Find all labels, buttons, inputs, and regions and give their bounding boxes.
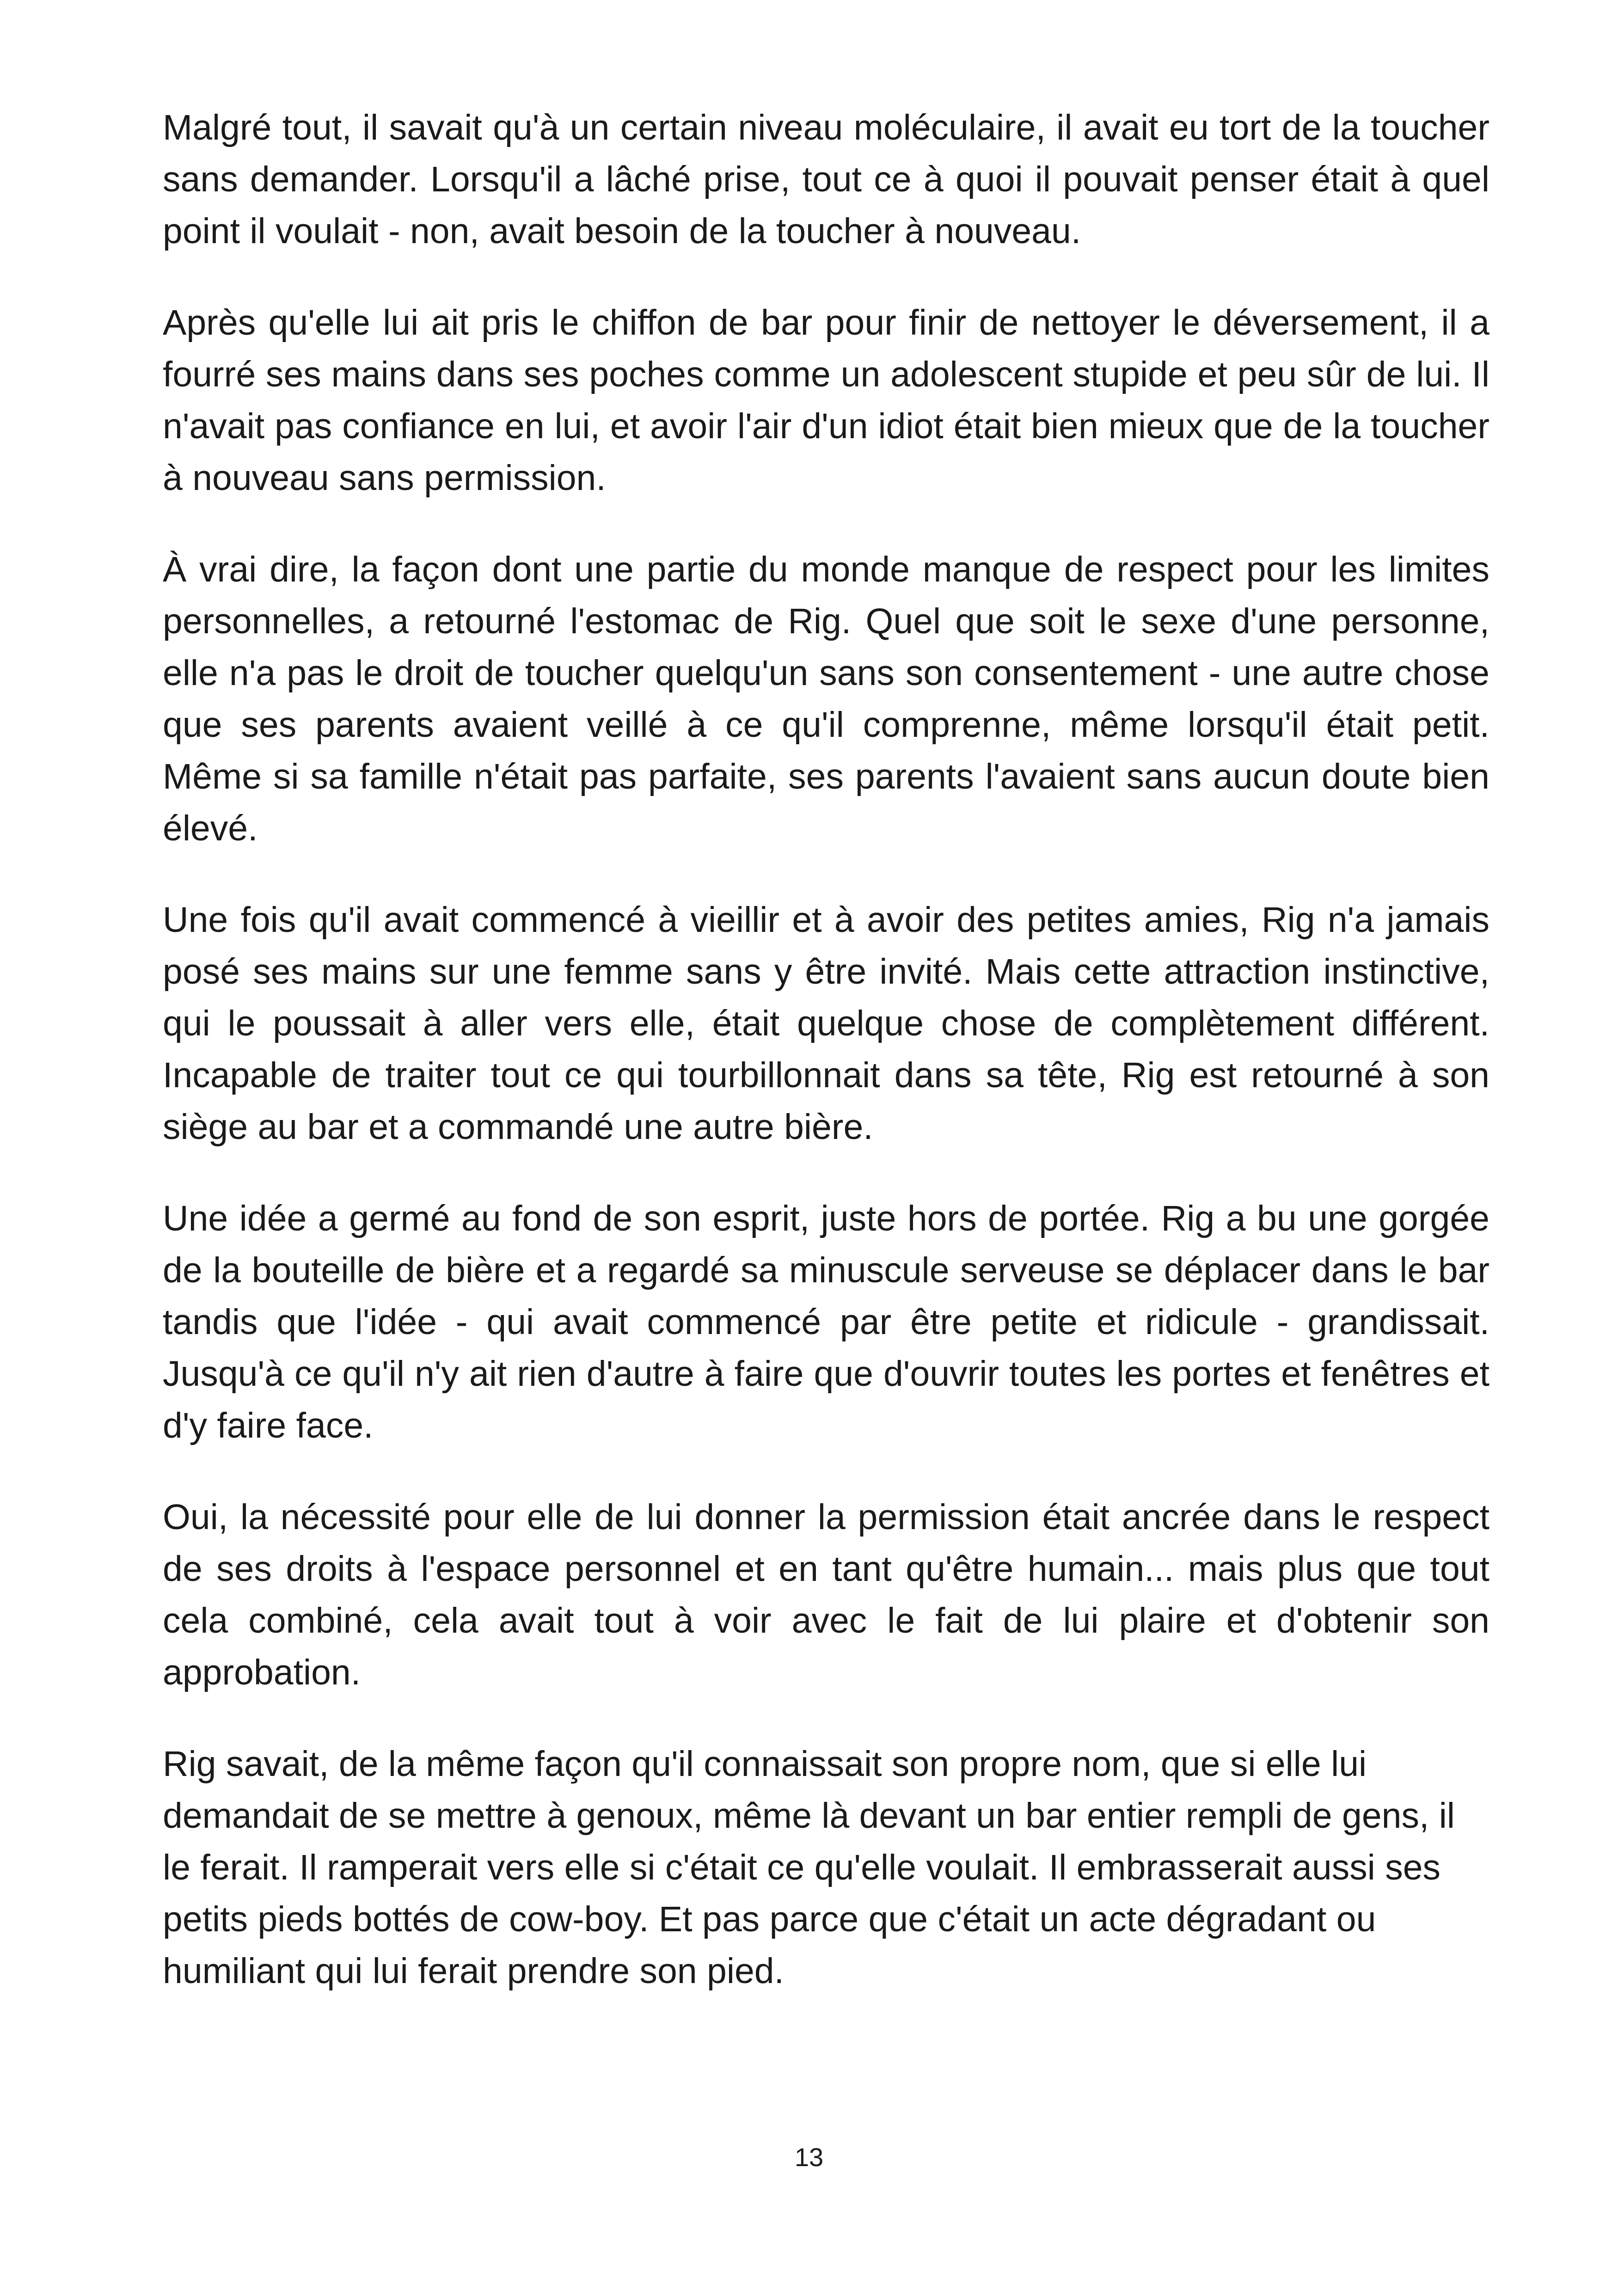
paragraph-2: Après qu'elle lui ait pris le chiffon de bar pour finir de nettoyer le déversement, il a fourré ses mains dans ses poches comme un adolescent stupide et peu sûr de lui. Il n'avait pas confiance en lui, et avoir l'air d'un idiot était bien mieux que de la toucher à nouveau sans permission. <box>163 303 1489 498</box>
paragraph-7: Rig savait, de la même façon qu'il connaissait son propre nom, que si elle lui demandait de se mettre à genoux, même là devant un bar entier rempli de gens, il le ferait. Il ramperait vers elle si c'était ce qu'elle voulait. Il embrasserait aussi ses petits pieds bottés de cow-boy. Et pas parce que c'était un acte dégradant ou humiliant qui lui ferait prendre son pied. <box>163 1744 1455 1991</box>
paragraph-1: Malgré tout, il savait qu'à un certain niveau moléculaire, il avait eu tort de la toucher sans demander. Lorsqu'il a lâché prise, tout ce à quoi il pouvait penser était à quel point il voulait - non, avait besoin de la toucher à nouveau. <box>163 108 1489 251</box>
paragraph-6: Oui, la nécessité pour elle de lui donner la permission était ancrée dans le respect de ses droits à l'espace personnel et en tant qu'être humain... mais plus que tout cela combiné, cela avait tout à voir avec le fait de lui plaire et d'obtenir son approbation. <box>163 1497 1489 1692</box>
paragraph-5: Une idée a germé au fond de son esprit, juste hors de portée. Rig a bu une gorgée de la bouteille de bière et a regardé sa minuscule serveuse se déplacer dans le bar tandis que l'idée - qui avait commencé par être petite et ridicule - grandissait. Jusqu'à ce qu'il n'y ait rien d'autre à faire que d'ouvrir toutes les portes et fenêtres et d'y faire face. <box>163 1199 1489 1445</box>
paragraph-4: Une fois qu'il avait commencé à vieillir et à avoir des petites amies, Rig n'a jamais posé ses mains sur une femme sans y être invité. Mais cette attraction instinctive, qui le poussait à aller vers elle, était quelque chose de complètement différent. Incapable de traiter tout ce qui tourbillonnait dans sa tête, Rig est retourné à son siège au bar et a commandé une autre bière. <box>163 900 1489 1147</box>
page-number: 13 <box>794 2143 824 2172</box>
body-text <box>163 102 1489 2037</box>
paragraph-3: À vrai dire, la façon dont une partie du monde manque de respect pour les limites personnelles, a retourné l'estomac de Rig. Quel que soit le sexe d'une personne, elle n'a pas le droit de toucher quelqu'un sans son consentement - une autre chose que ses parents avaient veillé à ce qu'il comprenne, même lorsqu'il était petit. Même si sa famille n'était pas parfaite, ses parents l'avaient sans aucun doute bien élevé. <box>163 550 1489 848</box>
